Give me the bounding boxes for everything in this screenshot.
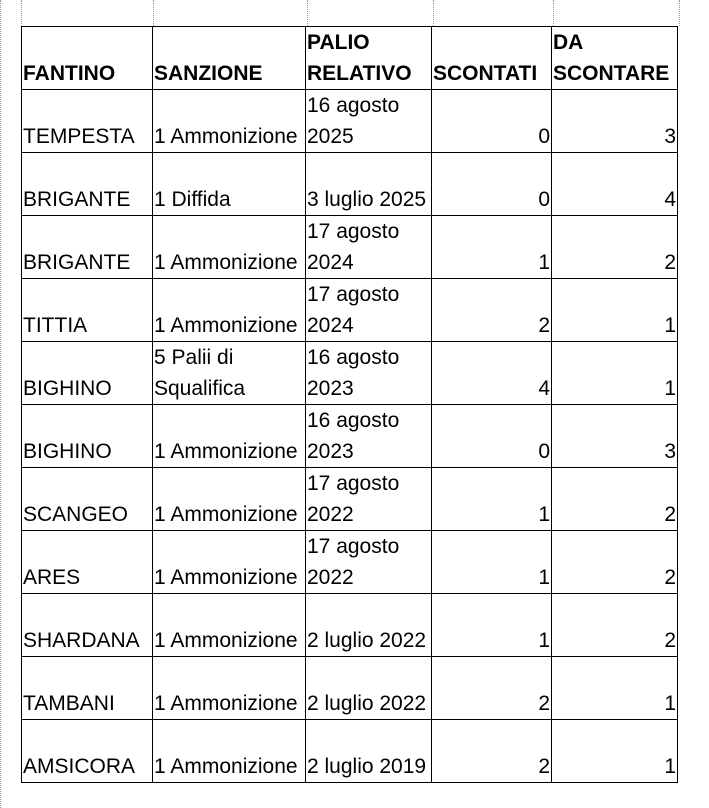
cell-palio-relativo[interactable]: 17 agosto 2022 (306, 468, 432, 531)
cell-fantino[interactable]: BIGHINO (22, 342, 153, 405)
cell-scontati[interactable]: 2 (432, 657, 552, 720)
cell-da-scontare[interactable]: 1 (552, 342, 678, 405)
gridline-top-5 (553, 0, 554, 26)
header-sanzione[interactable]: SANZIONE (153, 27, 306, 90)
cell-scontati[interactable]: 2 (432, 279, 552, 342)
cell-sanzione[interactable]: 1 Ammonizione (153, 594, 306, 657)
cell-sanzione[interactable]: 1 Ammonizione (153, 279, 306, 342)
cell-scontati[interactable]: 0 (432, 90, 552, 153)
cell-fantino[interactable]: AMSICORA (22, 720, 153, 783)
cell-scontati[interactable]: 0 (432, 405, 552, 468)
cell-sanzione[interactable]: 1 Ammonizione (153, 657, 306, 720)
cell-palio-relativo[interactable]: 17 agosto 2024 (306, 279, 432, 342)
table-row (22, 468, 678, 531)
cell-scontati[interactable]: 1 (432, 594, 552, 657)
cell-da-scontare[interactable]: 1 (552, 720, 678, 783)
table-row (22, 90, 678, 153)
table-row (22, 153, 678, 216)
cell-da-scontare[interactable]: 2 (552, 594, 678, 657)
cell-fantino[interactable]: SCANGEO (22, 468, 153, 531)
table-row (22, 342, 678, 405)
cell-sanzione[interactable]: 1 Ammonizione (153, 90, 306, 153)
cell-palio-relativo[interactable]: 16 agosto 2023 (306, 342, 432, 405)
cell-sanzione[interactable]: 1 Ammonizione (153, 468, 306, 531)
cell-fantino[interactable]: TEMPESTA (22, 90, 153, 153)
cell-sanzione[interactable]: 1 Ammonizione (153, 405, 306, 468)
table-row (22, 594, 678, 657)
cell-palio-relativo[interactable]: 2 luglio 2022 (306, 657, 432, 720)
cell-fantino[interactable]: SHARDANA (22, 594, 153, 657)
cell-da-scontare[interactable]: 4 (552, 153, 678, 216)
cell-da-scontare[interactable]: 3 (552, 90, 678, 153)
table-row (22, 720, 678, 783)
cell-palio-relativo[interactable]: 17 agosto 2024 (306, 216, 432, 279)
cell-fantino[interactable]: BRIGANTE (22, 216, 153, 279)
gridline-top-3 (307, 0, 308, 26)
header-da-scontare[interactable]: DA SCONTARE (552, 27, 678, 90)
gridline-top-6 (679, 0, 680, 26)
cell-scontati[interactable]: 1 (432, 468, 552, 531)
cell-sanzione[interactable]: 1 Ammonizione (153, 531, 306, 594)
cell-scontati[interactable]: 1 (432, 216, 552, 279)
cell-fantino[interactable]: BIGHINO (22, 405, 153, 468)
cell-scontati[interactable]: 0 (432, 153, 552, 216)
sanctions-table (21, 26, 678, 783)
cell-scontati[interactable]: 4 (432, 342, 552, 405)
table-row (22, 216, 678, 279)
cell-fantino[interactable]: TAMBANI (22, 657, 153, 720)
cell-scontati[interactable]: 2 (432, 720, 552, 783)
cell-da-scontare[interactable]: 1 (552, 657, 678, 720)
cell-sanzione[interactable]: 1 Ammonizione (153, 216, 306, 279)
table-row (22, 405, 678, 468)
table-row (22, 657, 678, 720)
cell-da-scontare[interactable]: 2 (552, 216, 678, 279)
gridline-top-4 (433, 0, 434, 26)
cell-da-scontare[interactable]: 3 (552, 405, 678, 468)
cell-palio-relativo[interactable]: 3 luglio 2025 (306, 153, 432, 216)
cell-palio-relativo[interactable]: 16 agosto 2025 (306, 90, 432, 153)
header-scontati[interactable]: SCONTATI (432, 27, 552, 90)
gridline-top-1 (21, 0, 22, 26)
cell-da-scontare[interactable]: 2 (552, 468, 678, 531)
gridline-left (0, 0, 1, 808)
table-row (22, 531, 678, 594)
cell-palio-relativo[interactable]: 16 agosto 2023 (306, 405, 432, 468)
cell-scontati[interactable]: 1 (432, 531, 552, 594)
cell-sanzione[interactable]: 1 Ammonizione (153, 720, 306, 783)
table-row (22, 279, 678, 342)
cell-da-scontare[interactable]: 2 (552, 531, 678, 594)
cell-palio-relativo[interactable]: 2 luglio 2022 (306, 594, 432, 657)
cell-da-scontare[interactable]: 1 (552, 279, 678, 342)
header-row (22, 27, 678, 90)
cell-fantino[interactable]: TITTIA (22, 279, 153, 342)
cell-sanzione[interactable]: 5 Palii di Squalifica (153, 342, 306, 405)
header-fantino[interactable]: FANTINO (22, 27, 153, 90)
cell-fantino[interactable]: ARES (22, 531, 153, 594)
cell-fantino[interactable]: BRIGANTE (22, 153, 153, 216)
gridline-top-2 (153, 0, 154, 26)
header-palio-relativo[interactable]: PALIO RELATIVO (306, 27, 432, 90)
cell-palio-relativo[interactable]: 2 luglio 2019 (306, 720, 432, 783)
cell-palio-relativo[interactable]: 17 agosto 2022 (306, 531, 432, 594)
cell-sanzione[interactable]: 1 Diffida (153, 153, 306, 216)
